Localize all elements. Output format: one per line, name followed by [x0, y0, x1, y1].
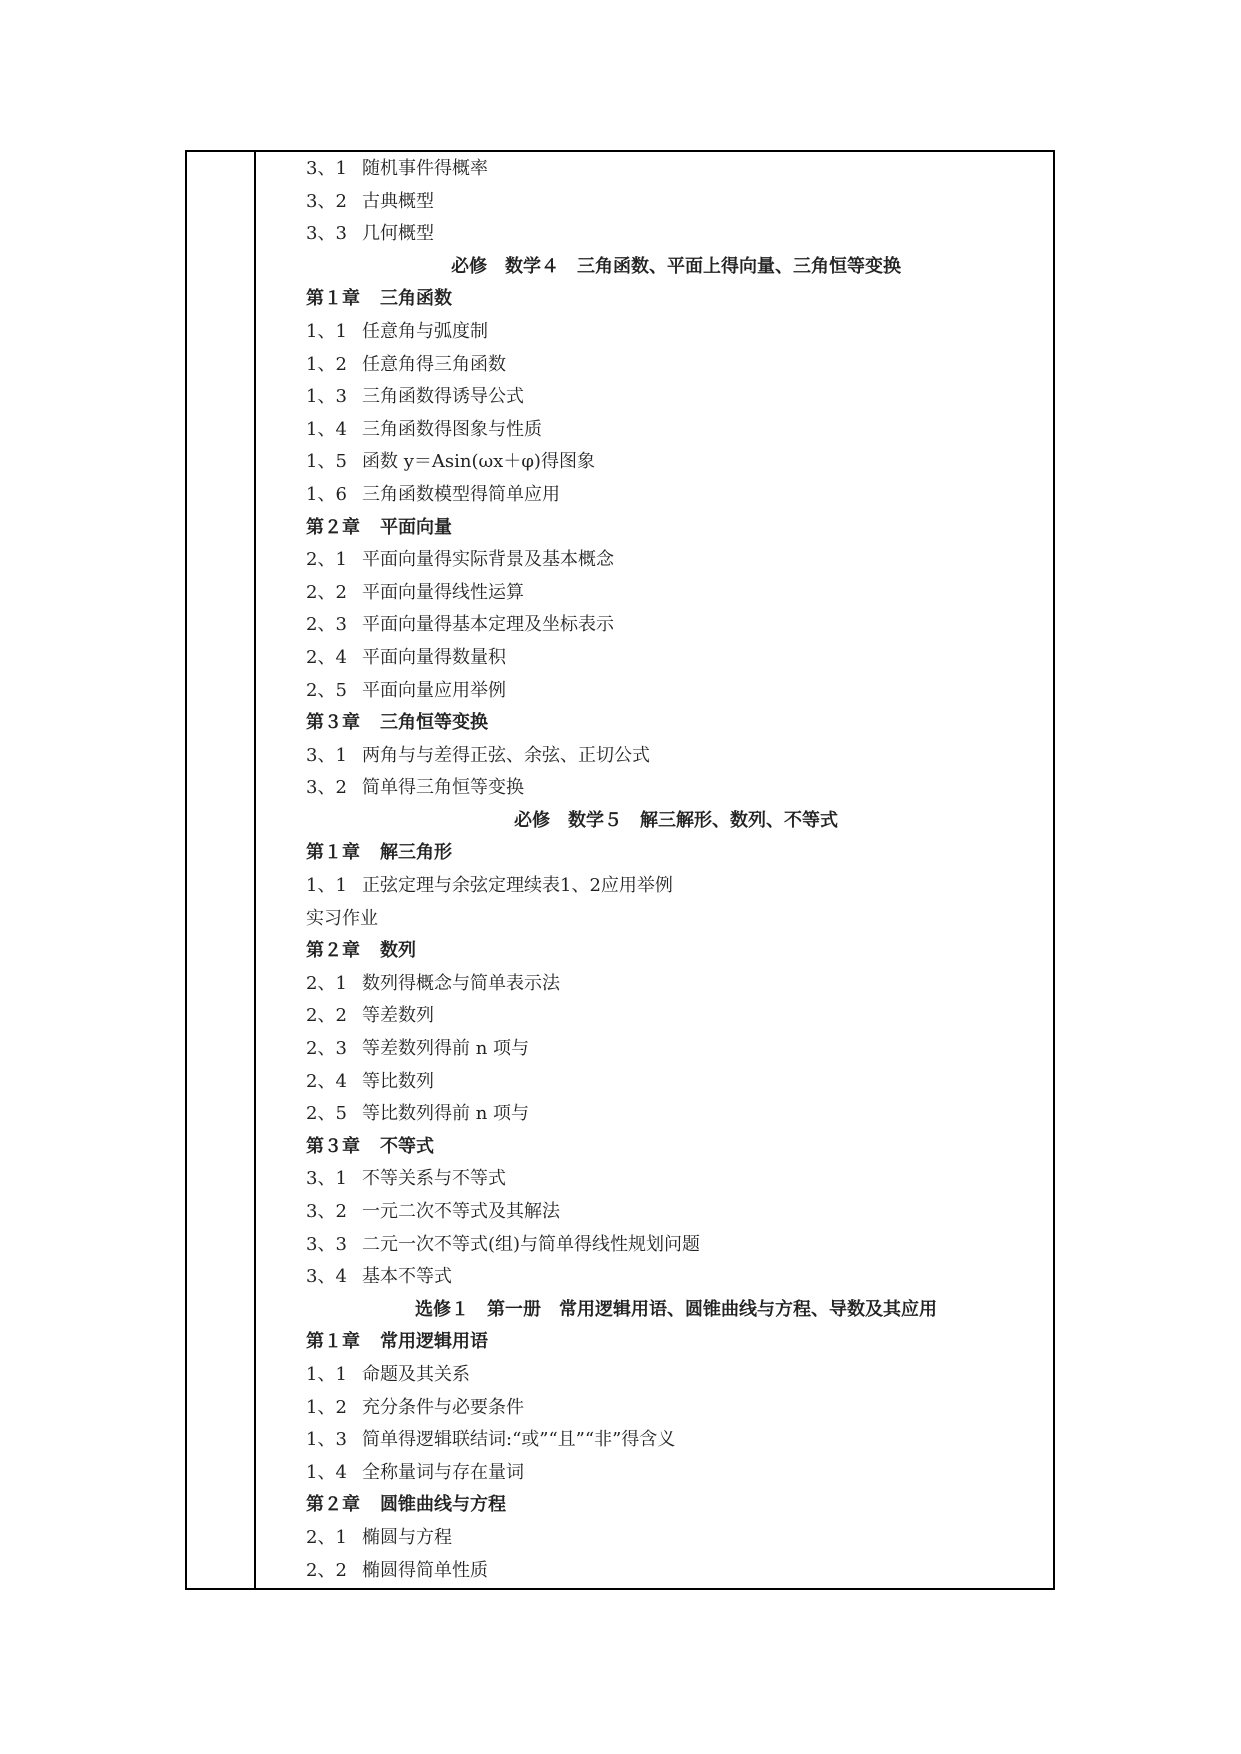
section-title: 平面向量得数量积	[362, 646, 506, 668]
chapter-number: 第３章	[306, 712, 360, 734]
section-title: 椭圆得简单性质	[362, 1559, 488, 1581]
section-title: 平面向量得实际背景及基本概念	[362, 549, 614, 571]
section-item	[306, 446, 1046, 479]
section-number: 1、1	[306, 875, 347, 897]
section-title: 一元二次不等式及其解法	[362, 1201, 560, 1222]
section-item	[306, 186, 1046, 219]
section-item	[306, 772, 1046, 805]
section-item	[306, 1196, 1046, 1229]
section-item	[306, 1163, 1046, 1196]
section-item	[306, 609, 1046, 642]
section-title: 不等关系与不等式	[362, 1168, 506, 1190]
section-number: 3、3	[306, 1233, 347, 1255]
chapter-number: 第１章	[306, 1331, 360, 1353]
section-item	[306, 1098, 1046, 1131]
chapter-number: 第１章	[306, 842, 360, 864]
section-title: 数列得概念与简单表示法	[362, 972, 560, 994]
chapter-title: 常用逻辑用语	[380, 1331, 488, 1353]
section-number: 3、3	[306, 223, 347, 245]
chapter-heading	[306, 707, 1046, 740]
section-number: 2、5	[306, 1103, 347, 1125]
section-item	[306, 381, 1046, 414]
section-title: 全称量词与存在量词	[362, 1461, 524, 1483]
section-number: 1、2	[306, 1396, 347, 1418]
section-number: 3、2	[306, 1201, 347, 1222]
section-number: 1、3	[306, 1429, 347, 1451]
section-title: 等差数列	[362, 1005, 434, 1027]
section-title: 命题及其关系	[362, 1363, 470, 1385]
section-item	[306, 414, 1046, 447]
section-title: 平面向量得基本定理及坐标表示	[362, 614, 614, 636]
chapter-heading	[306, 1131, 1046, 1164]
section-item	[306, 870, 1046, 903]
section-number: 1、5	[306, 451, 347, 473]
chapter-title: 平面向量	[380, 516, 452, 538]
section-item	[306, 1066, 1046, 1099]
section-title: 正弦定理与余弦定理续表1、2应用举例	[362, 875, 673, 897]
book-heading: 必修 数学４ 三角函数、平面上得向量、三角恒等变换	[451, 255, 901, 277]
chapter-number: 第３章	[306, 1135, 360, 1157]
plain-item: 实习作业	[306, 907, 378, 929]
chapter-title: 数列	[380, 940, 416, 962]
section-number: 1、1	[306, 1363, 347, 1385]
section-title: 椭圆与方程	[362, 1526, 452, 1548]
section-title: 平面向量得线性运算	[362, 581, 524, 603]
section-title: 古典概型	[362, 190, 434, 212]
chapter-title: 不等式	[380, 1135, 434, 1157]
chapter-title: 圆锥曲线与方程	[380, 1494, 506, 1516]
section-number: 2、1	[306, 972, 347, 994]
section-number: 2、4	[306, 1070, 347, 1092]
section-number: 1、2	[306, 353, 347, 375]
section-title: 简单得三角恒等变换	[362, 777, 524, 799]
section-number: 3、2	[306, 777, 347, 799]
section-title: 任意角与弧度制	[362, 320, 488, 342]
section-number: 1、4	[306, 1461, 347, 1483]
section-number: 3、2	[306, 190, 347, 212]
section-number: 1、1	[306, 320, 347, 342]
section-item	[306, 316, 1046, 349]
section-item	[306, 218, 1046, 251]
section-item	[306, 1000, 1046, 1033]
section-number: 3、1	[306, 1168, 347, 1190]
section-item	[306, 349, 1046, 382]
section-item	[306, 1261, 1046, 1294]
chapter-heading	[306, 1326, 1046, 1359]
chapter-title: 解三角形	[380, 842, 452, 864]
chapter-heading	[306, 935, 1046, 968]
section-item	[306, 1229, 1046, 1262]
chapter-title: 三角函数	[380, 288, 452, 310]
book-heading: 必修 数学５ 解三解形、数列、不等式	[514, 809, 838, 831]
section-title: 两角与与差得正弦、余弦、正切公式	[362, 744, 650, 766]
chapter-title: 三角恒等变换	[380, 712, 488, 734]
section-number: 2、4	[306, 646, 347, 668]
section-item	[306, 1392, 1046, 1425]
section-title: 任意角得三角函数	[362, 353, 506, 375]
chapter-number: 第２章	[306, 1494, 360, 1516]
table-content-cell	[306, 153, 1046, 1587]
section-number: 2、2	[306, 581, 347, 603]
chapter-number: 第２章	[306, 516, 360, 538]
section-item	[306, 642, 1046, 675]
section-title: 函数 y＝Asin(ωx＋φ)得图象	[362, 451, 595, 473]
section-title: 二元一次不等式(组)与简单得线性规划问题	[362, 1233, 701, 1255]
section-number: 1、6	[306, 483, 347, 505]
section-item	[306, 1033, 1046, 1066]
section-title: 随机事件得概率	[362, 158, 488, 179]
section-item	[306, 740, 1046, 773]
section-item	[306, 1424, 1046, 1457]
section-title: 三角函数得诱导公式	[362, 386, 524, 408]
section-title: 三角函数模型得简单应用	[362, 483, 560, 505]
section-number: 2、2	[306, 1005, 347, 1027]
section-title: 三角函数得图象与性质	[362, 418, 542, 440]
section-title: 基本不等式	[362, 1266, 452, 1288]
chapter-number: 第２章	[306, 940, 360, 962]
section-number: 1、4	[306, 418, 347, 440]
section-item	[306, 1555, 1046, 1588]
section-title: 等比数列	[362, 1070, 434, 1092]
section-title: 简单得逻辑联结词:“或”“且”“非”得含义	[362, 1429, 676, 1451]
left-column-cell	[187, 152, 254, 1588]
chapter-heading	[306, 283, 1046, 316]
section-title: 等差数列得前 n 项与	[362, 1038, 530, 1060]
book-heading: 选修１ 第一册 常用逻辑用语、圆锥曲线与方程、导数及其应用	[415, 1298, 937, 1320]
chapter-heading	[306, 837, 1046, 870]
section-item	[306, 544, 1046, 577]
section-item	[306, 1359, 1046, 1392]
section-number: 2、1	[306, 1526, 347, 1548]
section-item	[306, 153, 1046, 186]
chapter-heading	[306, 1489, 1046, 1522]
section-number: 1、3	[306, 386, 347, 408]
section-item	[306, 1522, 1046, 1555]
section-item	[306, 479, 1046, 512]
section-item	[306, 968, 1046, 1001]
section-title: 几何概型	[362, 223, 434, 245]
section-number: 2、2	[306, 1559, 347, 1581]
chapter-heading	[306, 512, 1046, 545]
section-number: 3、1	[306, 744, 347, 766]
section-title: 平面向量应用举例	[362, 679, 506, 701]
section-number: 3、1	[306, 158, 347, 179]
column-divider	[254, 150, 256, 1590]
section-item	[306, 675, 1046, 708]
section-number: 3、4	[306, 1266, 347, 1288]
section-number: 2、3	[306, 1038, 347, 1060]
section-number: 2、3	[306, 614, 347, 636]
section-number: 2、5	[306, 679, 347, 701]
section-title: 充分条件与必要条件	[362, 1396, 524, 1418]
section-number: 2、1	[306, 549, 347, 571]
section-item	[306, 1457, 1046, 1490]
section-title: 等比数列得前 n 项与	[362, 1103, 530, 1125]
section-item	[306, 577, 1046, 610]
chapter-number: 第１章	[306, 288, 360, 310]
